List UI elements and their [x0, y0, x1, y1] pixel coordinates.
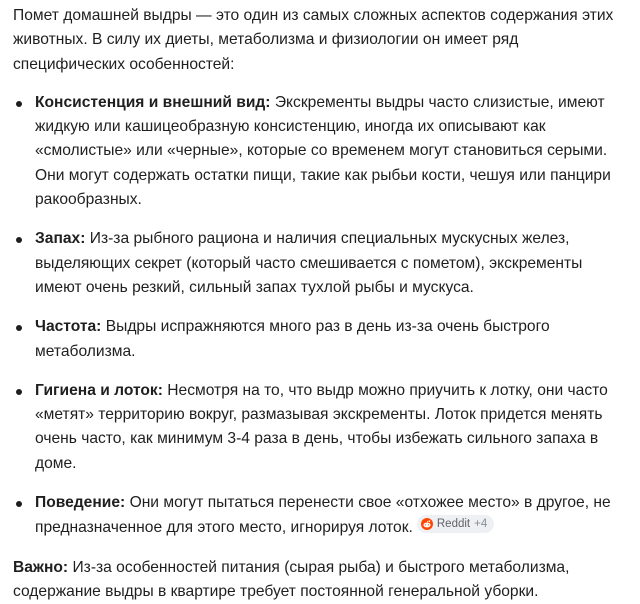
list-item-behavior	[13, 491, 626, 541]
list-item-text: Они могут пытаться перенести свое «отхожее место» в другое, не предназначенное для этого место, игнорируя лоток.	[35, 494, 611, 537]
list-item-frequency	[13, 315, 626, 364]
important-note	[13, 556, 626, 604]
list-item-term: Гигиена и лоток:	[35, 381, 163, 399]
reddit-icon	[421, 518, 433, 530]
list-item-term: Частота:	[35, 318, 102, 336]
list-item-hygiene	[13, 379, 626, 476]
source-chip-count: +4	[474, 518, 488, 531]
feature-list	[13, 91, 626, 541]
list-item-text: Из-за рыбного рациона и наличия специальных мускусных желез, выделяющих секрет (который часто смешивается с пометом), экскременты имеют очень резкий, сильный запах тухлой рыбы и мускуса.	[35, 230, 583, 296]
source-chip-label: Reddit	[436, 518, 471, 531]
list-item-smell	[13, 227, 626, 300]
intro-paragraph: Помет домашней выдры — это один из самых сложных аспектов содержания этих животных. В силу их диеты, метаболизма и физиологии он имеет ряд специфических особенностей:	[13, 7, 614, 73]
list-item-text: Несмотря на то, что выдр можно приучить к лотку, они часто «метят» территорию вокруг, размазывая экскременты. Лоток придется менять очень часто, как минимум 3-4 раза в день, чтобы избежать сильного запаха в доме.	[35, 381, 608, 472]
important-text: Из-за особенностей питания (сырая рыба) и быстрого метаболизма, содержание выдры в квартире требует постоянной генеральной уборки.	[13, 558, 570, 600]
important-term: Важно:	[13, 558, 69, 576]
list-item-consistency	[13, 91, 626, 212]
list-item-term: Консистенция и внешний вид:	[35, 93, 271, 111]
list-item-text: Экскременты выдры часто слизистые, имеют жидкую или кашицеобразную консистенцию, иногда их описывают как «смолистые» или «черные», которые со временем могут становиться серыми. Они могут содержать остатки пищи, такие как рыбьи кости, чешуя или панцири ракообразных.	[35, 93, 611, 209]
list-item-term: Запах:	[35, 230, 86, 248]
source-chip-button[interactable]	[417, 515, 494, 533]
list-item-text: Выдры испражняются много раз в день из-за очень быстрого метаболизма.	[35, 318, 550, 360]
list-item-term: Поведение:	[35, 494, 126, 512]
